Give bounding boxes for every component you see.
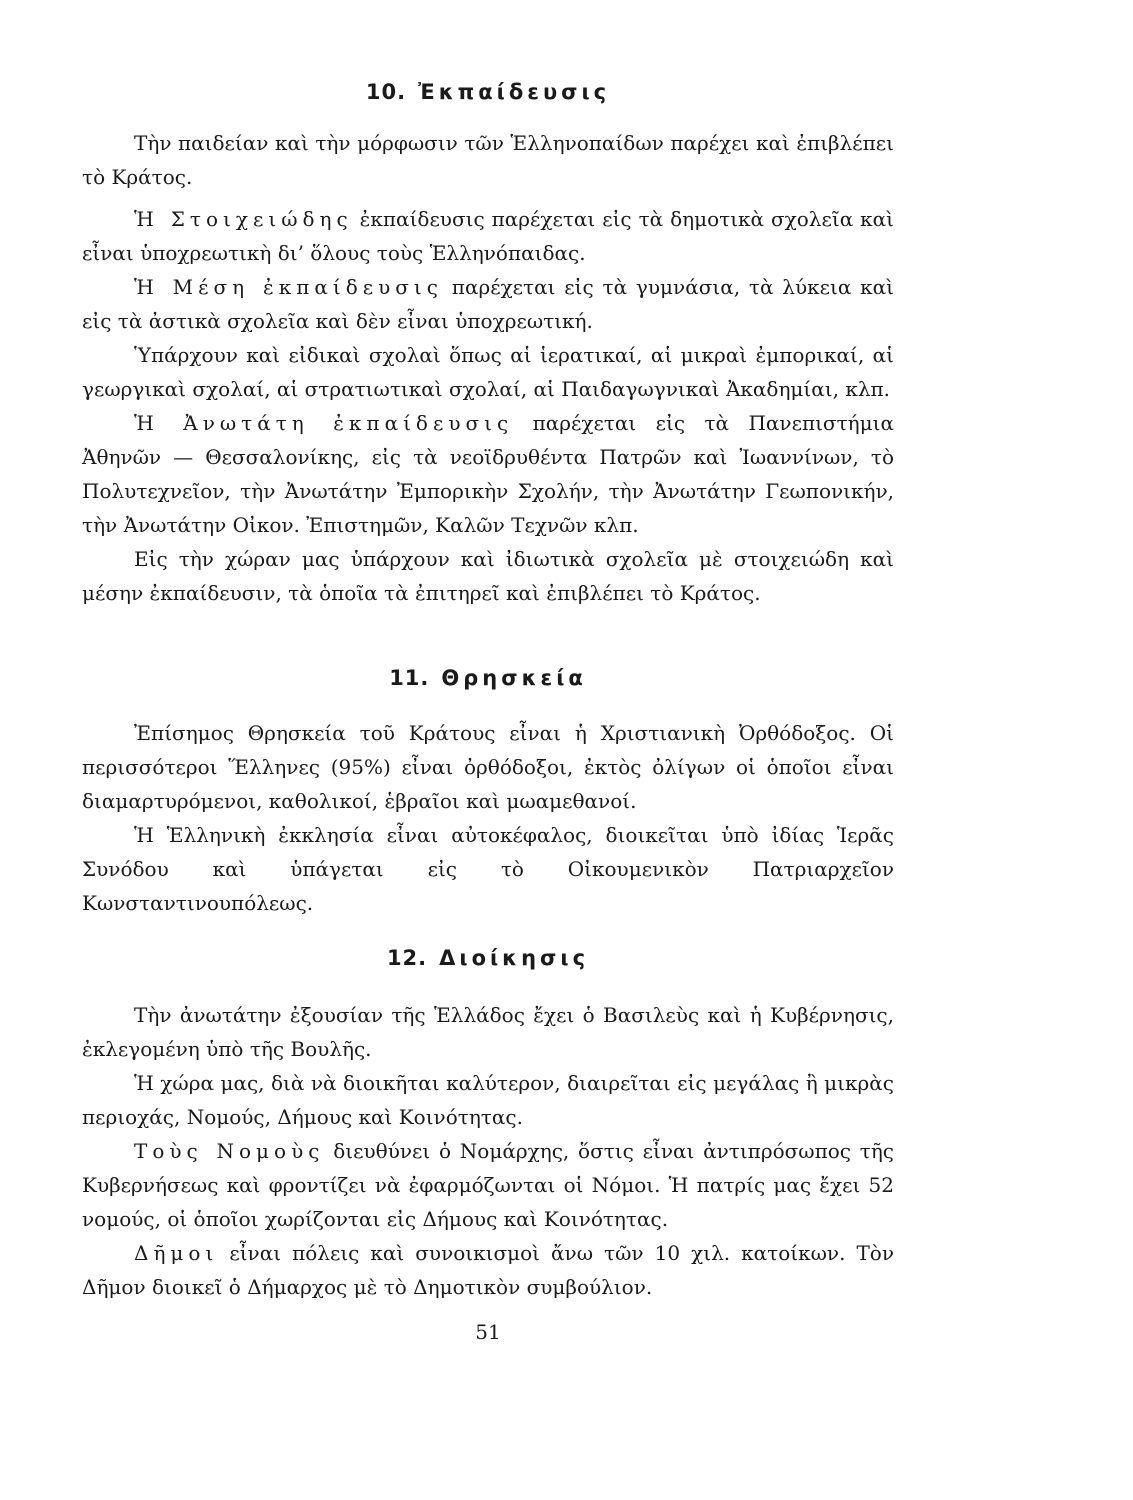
section-education: [82, 80, 894, 610]
paragraph: [82, 716, 894, 818]
paragraph: [82, 1066, 894, 1134]
paragraph: [82, 406, 894, 542]
paragraph: [82, 126, 894, 194]
paragraph: [82, 818, 894, 920]
paragraph: [82, 1236, 894, 1304]
page-number: 51: [475, 1320, 501, 1344]
section-number: 10.: [365, 80, 407, 104]
paragraph: [82, 542, 894, 610]
paragraph: [82, 338, 894, 406]
section-heading: [82, 946, 894, 970]
paragraph-text: ἐκπαίδευσις παρέχεται εἰς τὰ δημοτικὰ σχολεῖα καὶ εἶναι ὑποχρεωτικὴ δι’ ὅλους τοὺς Ἑλληνόπαιδας.: [82, 207, 894, 265]
paragraph-text: διευθύνει ὁ Νομάρχης, ὅστις εἶναι ἀντιπρόσωπος τῆς Κυβερνήσεως καὶ φροντίζει νὰ ἐφαρμόζωνται οἱ Νόμοι. Ἡ πατρίς μας ἔχει 52 νομούς, οἱ ὁποῖοι χωρίζονται εἰς Δήμους καὶ Κοινότητας.: [82, 1139, 894, 1231]
paragraph: [82, 998, 894, 1066]
paragraph-text: Ὑπάρχουν καὶ εἰδικαὶ σχολαὶ ὅπως αἱ ἱερατικαί, αἱ μικραὶ ἐμπορικαί, αἱ γεωργικαὶ σχολαί, αἱ στρατιωτικαὶ σχολαί, αἱ Παιδαγωγνικαὶ Ἀκαδημίαι, κλπ.: [82, 343, 894, 401]
section-title: Ἐκπαίδευσις: [418, 80, 611, 104]
section-title: Θρησκεία: [441, 666, 587, 690]
paragraph-text: Τὴν παιδείαν καὶ τὴν μόρφωσιν τῶν Ἑλληνοπαίδων παρέχει καὶ ἐπιβλέπει τὸ Κράτος.: [82, 131, 894, 189]
paragraph-text: Τὴν ἀνωτάτην ἐξουσίαν τῆς Ἑλλάδος ἔχει ὁ Βασιλεὺς καὶ ἡ Κυβέρνησις, ἐκλεγομένη ὑπὸ τῆς Βουλῆς.: [82, 1003, 894, 1061]
paragraph: [82, 202, 894, 270]
section-heading: [82, 80, 894, 104]
paragraph-text: παρέχεται εἰς τὰ Πανεπιστήμια Ἀθηνῶν — Θεσσαλονίκης, εἰς τὰ νεοϊδρυθέντα Πατρῶν καὶ Ἰωαννίνων, τὸ Πολυτεχνεῖον, τὴν Ἀνωτάτην Ἐμπορικὴν Σχολήν, τὴν Ἀνωτάτην Γεωπονικήν, τὴν Ἀνωτάτην Οἰκον. Ἐπιστημῶν, Καλῶν Τεχνῶν κλπ.: [82, 411, 894, 537]
section-number: 12.: [386, 946, 428, 970]
emphasis-lead: Ἡ Στοιχειώδης: [134, 207, 353, 231]
section-heading: [82, 666, 894, 690]
section-religion: [82, 666, 894, 920]
paragraph: [82, 270, 894, 338]
section-title: Διοίκησις: [439, 946, 590, 970]
paragraph: [82, 1134, 894, 1236]
paragraph-text: Ἡ Ἑλληνικὴ ἐκκλησία εἶναι αὐτοκέφαλος, διοικεῖται ὑπὸ ἰδίας Ἱερᾶς Συνόδου καὶ ὑπάγεται εἰς τὸ Οἰκουμενικὸν Πατριαρχεῖον Κωνσταντινουπόλεως.: [82, 823, 894, 915]
paragraph-text: εἶναι πόλεις καὶ συνοικισμοὶ ἄνω τῶν 10 χιλ. κατοίκων. Τὸν Δῆμον διοικεῖ ὁ Δήμαρχος μὲ τὸ Δημοτικὸν συμβούλιον.: [82, 1241, 894, 1299]
emphasis-lead: Δῆμοι: [134, 1241, 219, 1265]
emphasis-lead: Τοὺς Νομοὺς: [134, 1139, 325, 1163]
paragraph-text: παρέχεται εἰς τὰ γυμνάσια, τὰ λύκεια καὶ εἰς τὰ ἀστικὰ σχολεῖα καὶ δὲν εἶναι ὑποχρεωτική.: [82, 275, 895, 333]
emphasis-lead: Ἡ Ἀνωτάτη ἐκπαίδευσις: [134, 411, 514, 435]
section-number: 11.: [389, 666, 430, 690]
paragraph-text: Ἡ χώρα μας, διὰ νὰ διοικῆται καλύτερον, διαιρεῖται εἰς μεγάλας ἢ μικρὰς περιοχάς, Νομούς, Δήμους καὶ Κοινότητας.: [82, 1071, 894, 1129]
emphasis-lead: Ἡ Μέση ἐκπαίδευσις: [134, 275, 443, 299]
paragraph-text: Εἰς τὴν χώραν μας ὑπάρχουν καὶ ἰδιωτικὰ σχολεῖα μὲ στοιχειώδη καὶ μέσην ἐκπαίδευσιν, τὰ ὁποῖα τὰ ἐπιτηρεῖ καὶ ἐπιβλέπει τὸ Κράτος.: [82, 547, 894, 605]
paragraph-text: Ἐπίσημος Θρησκεία τοῦ Κράτους εἶναι ἡ Χριστιανικὴ Ὀρθόδοξος. Οἱ περισσότεροι Ἕλληνες (95%) εἶναι ὀρθόδοξοι, ἐκτὸς ὀλίγων οἱ ὁποῖοι εἶναι διαμαρτυρόμενοι, καθολικοί, ἑβραῖοι καὶ μωαμεθανοί.: [82, 721, 894, 813]
section-administration: [82, 946, 894, 1304]
